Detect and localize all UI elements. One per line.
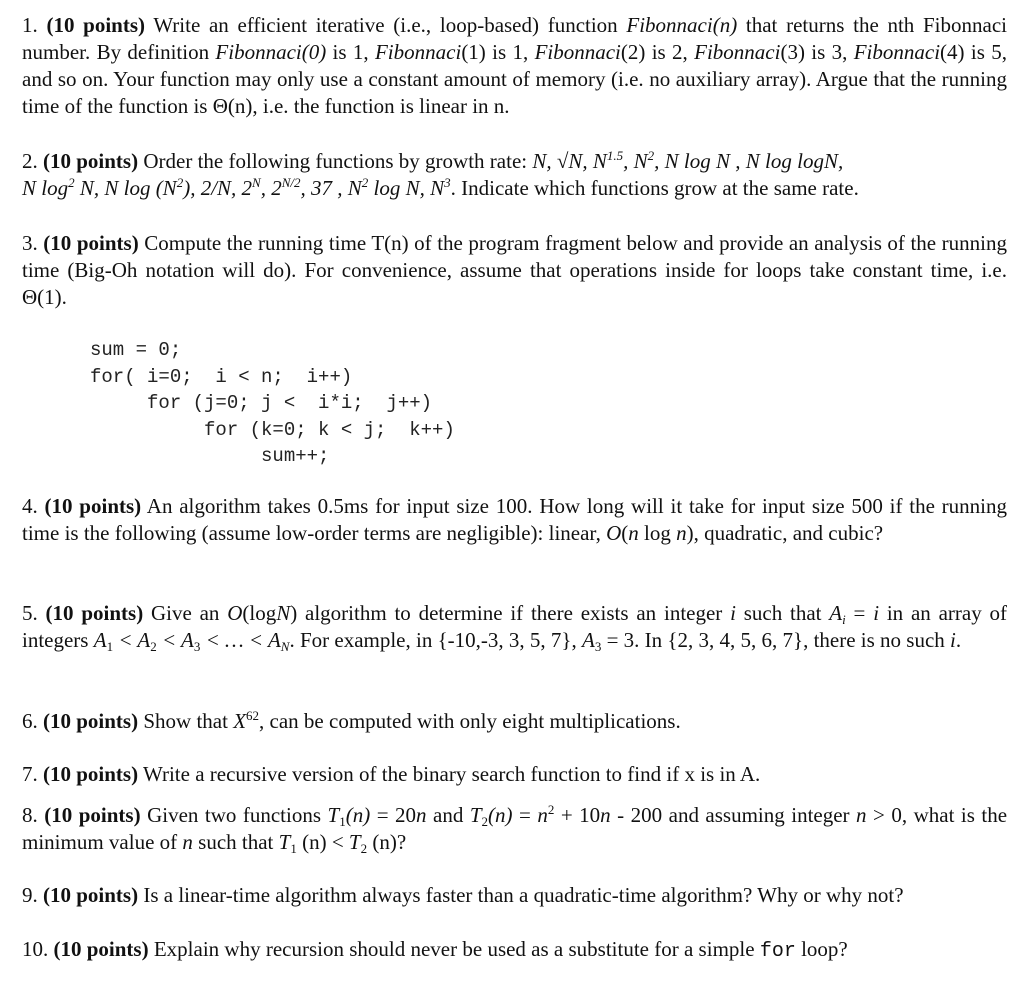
question-points: (10 points): [45, 601, 144, 625]
question-number: 5.: [22, 601, 38, 625]
question-points: (10 points): [46, 13, 145, 37]
question-number: 1.: [22, 13, 38, 37]
question-number: 7.: [22, 762, 38, 786]
question-number: 2.: [22, 149, 38, 173]
question-number: 3.: [22, 231, 38, 255]
question-number: 6.: [22, 709, 38, 733]
code-keyword: for: [759, 940, 796, 963]
question-points: (10 points): [53, 937, 149, 961]
question-points: (10 points): [43, 709, 139, 733]
question-6: 6. (10 points) Show that $X^{62}$, can be computed with only eight multiplications.: [22, 708, 681, 733]
question-2: 2. (10 points) Order the following functions by growth rate: N, √N, $N^{1.5}$, $N^2$, N log N , N log logN, N $\log^2 N$, N $\log (N^2)$, 2/N, $2^N$, $2^{N/2}$, 37 , $N^2$ log N, $N^3$. Indicate which functions grow at the same rate.: [22, 148, 859, 200]
question-4: 4. (10 points) An algorithm takes 0.5ms for input size 100. How long will it take for input size 500 if the running time is the following (assume low-order terms are negligible): linear, O(n log n), quadratic, and cubic?: [22, 494, 1007, 545]
question-7: 7. (10 points) Write a recursive version of the binary search function to find if x is in A.: [22, 762, 761, 786]
question-8: 8. (10 points) Given two functions $T_1(n) = 20n$ and $T_2(n) = n^2 + 10n - 200$ and assuming integer n > 0, what is the minimum value of n such that $T_1$ $(n) < T_2$ (n)?: [22, 802, 1008, 856]
question-10: 10. (10 points) Explain why recursion should never be used as a substitute for a simple for loop?: [22, 937, 848, 963]
question-number: 8.: [22, 803, 38, 827]
question-points: (10 points): [44, 494, 142, 518]
question-number: 4.: [22, 494, 38, 518]
question-points: (10 points): [44, 803, 141, 827]
question-points: (10 points): [43, 883, 139, 907]
question-3: 3. (10 points) Compute the running time T(n) of the program fragment below and provide an analysis of the running time (Big-Oh notation will do). For convenience, assume that operations inside for loops take constant time, i.e. Θ(1).: [22, 231, 1007, 309]
question-number: 10.: [22, 937, 49, 961]
question-9: 9. (10 points) Is a linear-time algorithm always faster than a quadratic-time algorithm? Why or why not?: [22, 883, 904, 907]
question-points: (10 points): [43, 149, 139, 173]
question-number: 9.: [22, 883, 38, 907]
question-1: 1. (10 points) Write an efficient iterative (i.e., loop-based) function Fibonnaci(n) that returns the nth Fibonnaci number. By definition Fibonnaci(0) is 1, Fibonnaci(1) is 1, Fibonnaci(2) is 2, Fibonnaci(3) is 3, Fibonnaci(4) is 5, and so on. Your function may only use a constant amount of memory (i.e. no auxiliary array). Argue that the running time of the function is Θ(n), i.e. the function is linear in n.: [22, 13, 1007, 118]
question-points: (10 points): [43, 762, 139, 786]
code-fragment: sum = 0; for( i=0; i < n; i++) for (j=0; j < i*i; j++) for (k=0; k < j; k++) sum++;: [90, 339, 455, 467]
question-points: (10 points): [43, 231, 139, 255]
question-5: 5. (10 points) Give an O(logN) algorithm to determine if there exists an integer i such that $A_i = i$ in an array of integers $A_1 < A_2 < A_3$ < … < $A_N$. For example, in {-10,-3, 3, 5, 7}, $A_3 = 3$. In {2, 3, 4, 5, 6, 7}, there is no such i.: [22, 601, 1007, 654]
